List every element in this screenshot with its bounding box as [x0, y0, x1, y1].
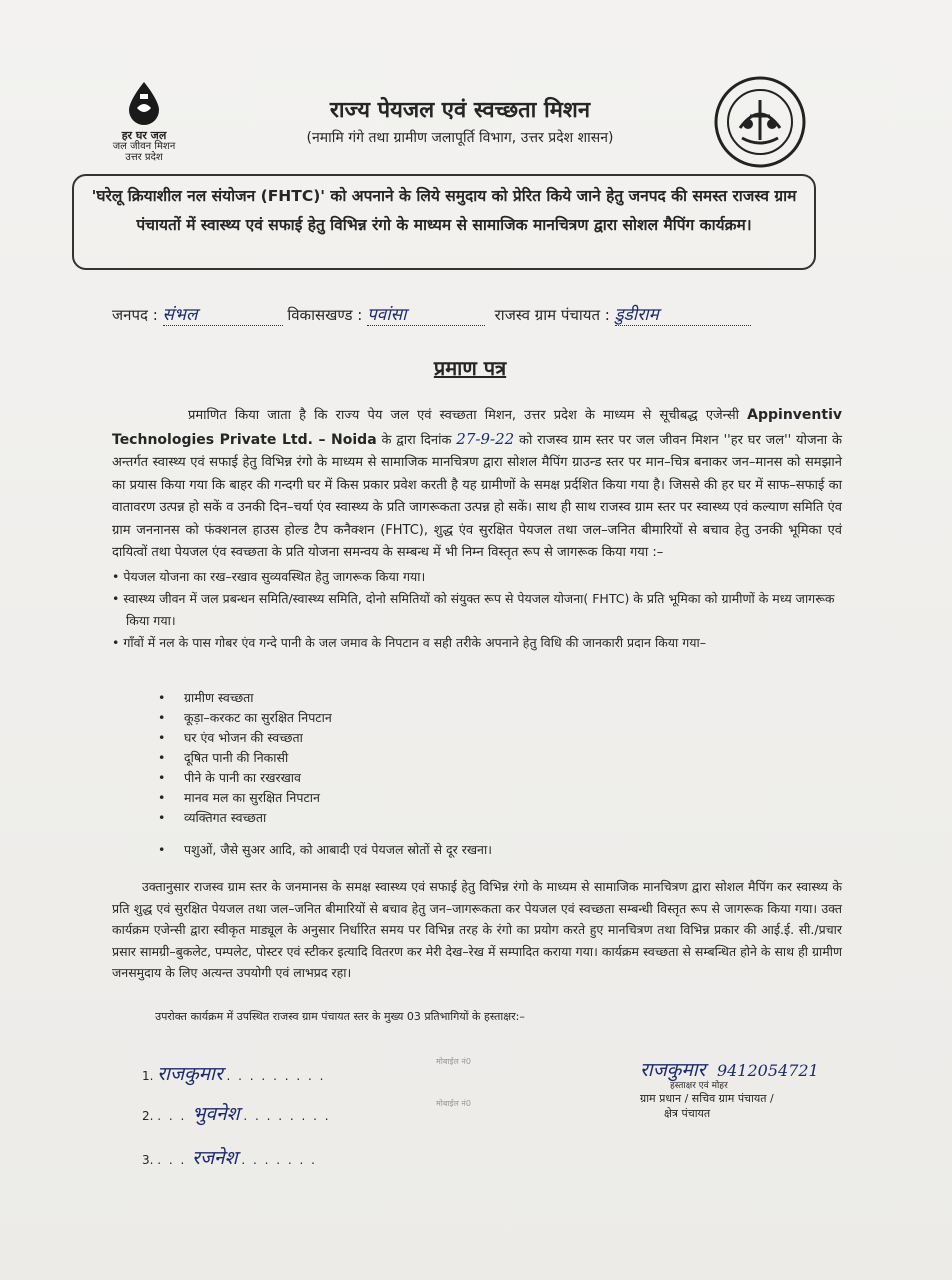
- logo-line-3: उत्तर प्रदेश: [125, 152, 163, 163]
- para1-text-1: प्रमाणित किया जाता है कि राज्य पेय जल एवं स्वच्छता मिशन, उत्तर प्रदेश के माध्यम से सूचीबद्ध एजेन्सी: [188, 408, 740, 423]
- participant-signature-2: [142, 1100, 362, 1126]
- certificate-heading: प्रमाण पत्र: [433, 356, 507, 380]
- list-item: • पीने के पानी का रखरखाव: [158, 768, 678, 788]
- block-value: पवांसा: [367, 305, 407, 325]
- participant-signature-1: [142, 1060, 362, 1086]
- program-date: 27-9-22: [456, 429, 515, 448]
- signature-dots: . . . . . . .: [241, 1153, 317, 1167]
- page-title: राज्य पेयजल एवं स्वच्छता मिशन: [329, 98, 591, 123]
- district-label: जनपद :: [112, 306, 158, 324]
- pradhan-phone: 9412054721: [716, 1061, 819, 1080]
- bullet-text-2: स्वास्थ्य जीवन में जल प्रबन्धन समिति/स्वास्थ्य समिति, दोनो समितियों को संयुक्त रूप से पेयजल योजना( FHTC) के प्रति भूमिका को ग्रामीणों के मध्य जागरूक किया गया।: [123, 591, 835, 628]
- certificate-paragraph-2: उक्तानुसार राजस्व ग्राम स्तर के जनमानस के समक्ष स्वास्थ्य एवं सफाई हेतु विभिन्न रंगो के माध्यम से सामाजिक मानचित्रण द्वारा सोशल मैपिंग कर स्वास्थ्य के प्रति शुद्ध एवं सुरक्षित पेयजल तथा जल–जनित बीमारियों से बचाव हेतु जन–जागरूकता कर पेयजल एवं स्वच्छता सम्बन्धी विस्तृत रूप से जागरूक किया गया। उक्त कार्यक्रम एजेन्सी द्वारा स्वीकृत माड्यूल के अनुसार निर्धारित समय पर विभिन्न तरह के रंगो का प्रयोग करते हुए मानचित्रण तथा विभिन्न प्रकार की आई.ई. सी./प्रचार प्रसार सामग्री–बुकलेट, पम्पलेट, पोस्टर एवं स्टीकर इत्यादि वितरण कर मेरी देख–रेख में सम्पादित कराया गया। कार्यक्रम स्वच्छता से सम्बन्धित होने के साथ ही ग्रामीण जनसमुदाय के लिए अत्यन्त उपयोगी एवं लाभप्रद रहा।: [112, 879, 842, 980]
- water-drop-icon: [125, 80, 163, 126]
- panchayat-label: राजस्व ग्राम पंचायत :: [494, 306, 610, 324]
- signature-name: रजनेश: [192, 1147, 238, 1169]
- signatures-caption: उपरोक्त कार्यक्रम में उपस्थित राजस्व ग्राम पंचायत स्तर के मुख्य 03 प्रतिभागियों के हस्ताक्षर:–: [155, 1010, 525, 1023]
- location-fields: [112, 302, 832, 326]
- signature-dots: . . . . . . . .: [243, 1109, 331, 1123]
- logo-line-1: हर घर जल: [121, 129, 167, 142]
- signature-name: राजकुमार: [157, 1063, 223, 1085]
- list-item: • दूषित पानी की निकासी: [158, 748, 678, 768]
- signature-number: 2.: [142, 1109, 154, 1123]
- block-label: विकासखण्ड :: [287, 306, 363, 324]
- awareness-bullets: [112, 566, 842, 654]
- signature-dots: . . .: [157, 1109, 193, 1123]
- list-item: • घर एंव भोजन की स्वच्छता: [158, 728, 678, 748]
- signature-dots: . . . . . . . . .: [226, 1069, 326, 1083]
- bullet-item: • स्वास्थ्य जीवन में जल प्रबन्धन समिति/स्वास्थ्य समिति, दोनो समितियों को संयुक्त रूप से पेयजल योजना( FHTC) के प्रति भूमिका को ग्रामीणों के मध्य जागरूक किया गया।: [112, 591, 835, 628]
- sanitation-topics-list: [158, 688, 678, 860]
- participant-signature-3: [142, 1144, 362, 1170]
- mobile-number-label: मोबाईल नं0: [436, 1057, 471, 1066]
- block-field: [367, 302, 485, 326]
- bullet-item: • गाँवों में नल के पास गोबर एंव गन्दे पानी के जल जमाव के निपटान व सही तरीके अपनाने हेतु विधि की जानकारी प्रदान किया गया–: [112, 635, 707, 650]
- signature-name: भुवनेश: [192, 1103, 240, 1125]
- district-value: संभल: [162, 305, 198, 325]
- mobile-number-label: मोबाईल नं0: [436, 1099, 471, 1108]
- para1-text-2: के द्वारा दिनांक: [381, 432, 452, 448]
- list-item: • पशुओं, जैसे सुअर आदि, को आबादी एवं पेयजल स्रोतों से दूर रखना।: [158, 840, 678, 860]
- up-government-seal-icon: [714, 76, 806, 168]
- agency-name: Appinventiv Technologies Private Ltd. – Noida: [112, 407, 843, 448]
- page-subtitle: (नमामि गंगे तथा ग्रामीण जलापूर्ति विभाग, उत्तर प्रदेश शासन): [306, 130, 614, 146]
- pradhan-signature-block: [640, 1056, 900, 1121]
- panchayat-value: डुडीराम: [614, 305, 659, 325]
- signature-number: 1.: [142, 1069, 154, 1083]
- certificate-paragraph-1: [112, 404, 842, 565]
- pradhan-label-2: ग्राम प्रधान / सचिव ग्राम पंचायत /: [640, 1092, 774, 1105]
- signature-dots: . . .: [157, 1153, 193, 1167]
- list-item: • व्यक्तिगत स्वच्छता: [158, 808, 678, 828]
- pradhan-signature: राजकुमार: [640, 1059, 706, 1081]
- list-item: • कूड़ा–करकट का सुरक्षित निपटान: [158, 708, 678, 728]
- pradhan-label-1: हस्ताक्षर एवं मोहर: [670, 1081, 728, 1091]
- district-field: [163, 302, 283, 326]
- program-banner: 'घरेलू क्रियाशील नल संयोजन (FHTC)' को अपनाने के लिये समुदाय को प्रेरित किये जाने हेतु जनपद की समस्त राजस्व ग्राम पंचायतों में स्वास्थ्य एवं सफाई हेतु विभिन्न रंगो के माध्यम से सामाजिक मानचित्रण द्वारा सोशल मैपिंग कार्यक्रम।: [72, 174, 816, 270]
- pradhan-label-3: क्षेत्र पंचायत: [664, 1107, 711, 1120]
- har-ghar-jal-logo: [104, 80, 184, 163]
- signature-number: 3.: [142, 1153, 154, 1167]
- bullet-text-1: पेयजल योजना का रख–रखाव सुव्यवस्थित हेतु जागरूक किया गया।: [123, 569, 426, 584]
- para1-text-3: को राजस्व ग्राम स्तर पर जल जीवन मिशन ''हर घर जल'' योजना के अन्तर्गत स्वास्थ्य एवं सफाई हेतु विभिन्न रंगो के माध्यम से सामाजिक मानचित्रण द्वारा सोशल मैपिंग ग्राउन्ड स्तर पर मान–चित्र बनाकर जन–मानस को समझाने का प्रयास किया गया कि बाहर की गन्दगी घर में किस प्रकार प्रवेश करती है यह ग्रामीणों के समक्ष प्रर्दशित किया गया है। जिससे की हर घर में साफ–सफाई का वातावरण उत्पन्न हो सकें व उनकी दिन–चर्या एंव स्वास्थ्य के प्रति जागरूकता उत्पन्न हो सकें। साथ ही साथ राजस्व ग्राम स्तर पर स्वास्थ्य एवं कल्याण समिति एंव ग्राम जननानस को फंक्शनल हाउस होल्ड टैप कनैक्शन (FHTC), शुद्ध एंव सुरक्षित पेयजल तथा जल–जनित बीमारियों से बचाव हेतु उनकी भूमिका एवं दायित्वों तथा पेयजल एंव स्वच्छता के प्रति योजना समन्वय के सम्बन्ध में भी निम्न विस्तृत रूप से जागरूक किया गया :–: [112, 432, 842, 560]
- bullet-item: • पेयजल योजना का रख–रखाव सुव्यवस्थित हेतु जागरूक किया गया।: [112, 569, 426, 584]
- logo-line-2: जल जीवन मिशन: [112, 141, 176, 152]
- list-item: • मानव मल का सुरक्षित निपटान: [158, 788, 678, 808]
- panchayat-field: [615, 302, 751, 326]
- bullet-text-3: गाँवों में नल के पास गोबर एंव गन्दे पानी के जल जमाव के निपटान व सही तरीके अपनाने हेतु विधि की जानकारी प्रदान किया गया–: [123, 635, 707, 650]
- list-item: • ग्रामीण स्वच्छता: [158, 688, 678, 708]
